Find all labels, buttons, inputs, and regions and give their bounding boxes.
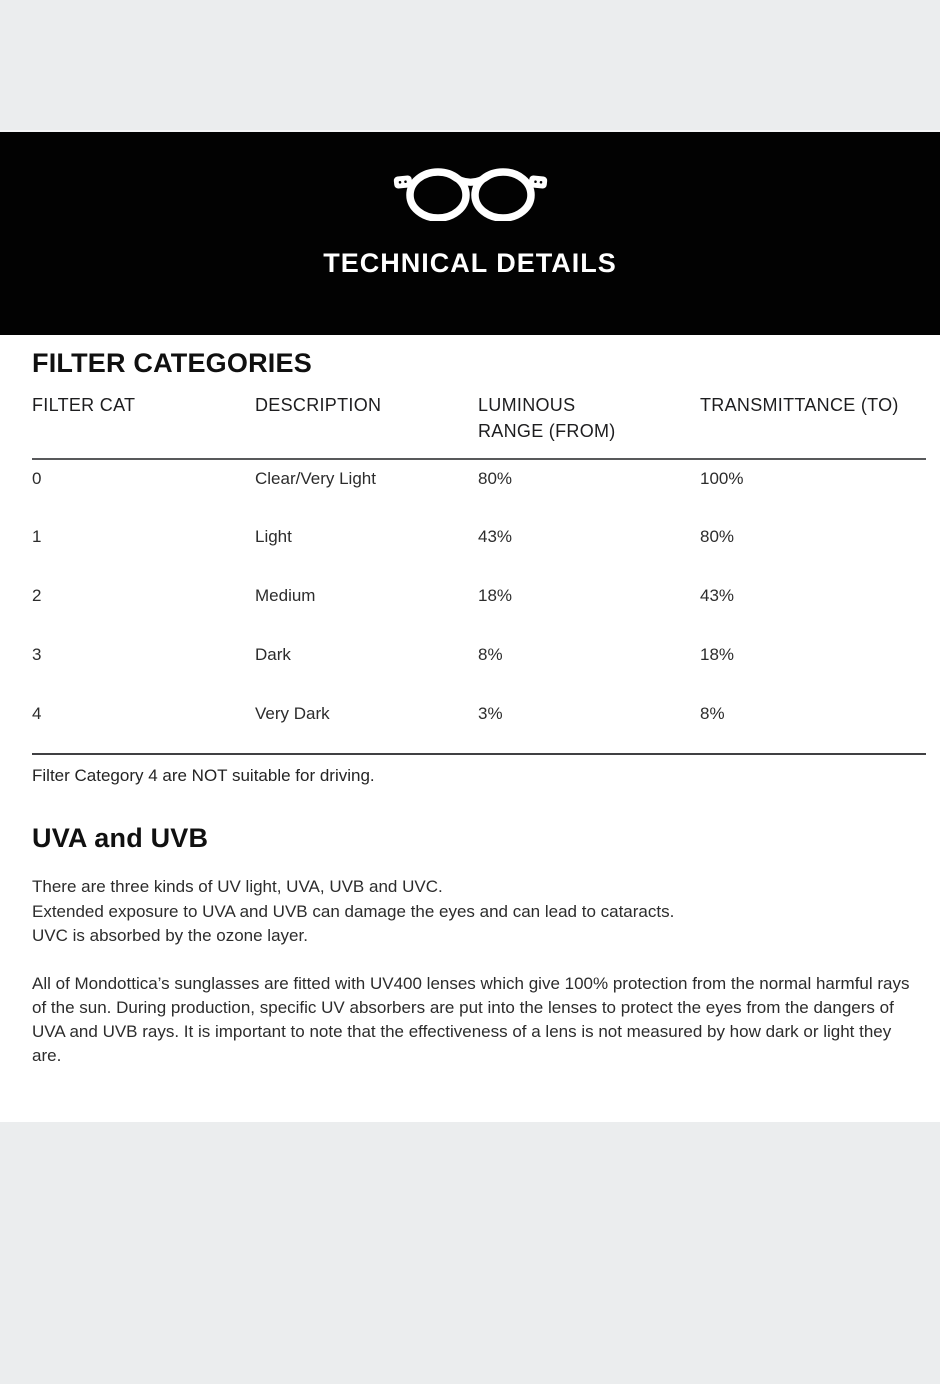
column-header-description (255, 384, 478, 459)
filter-categories-table (32, 384, 926, 755)
uv400-paragraph: All of Mondottica’s sunglasses are fitted with UV400 lenses which give 100% protection from the normal harmful rays of the sun. During production, specific UV absorbers are put into the lenses to protect the eyes from the dangers of UVA and UVB rays. It is important to note that the effectiveness of a lens is not measured by how dark or light they are. (32, 973, 910, 1065)
description-cell: Light (255, 527, 292, 547)
filter-cat-cell: 0 (32, 469, 42, 489)
content-area (0, 335, 940, 1122)
description-cell: Dark (255, 645, 291, 665)
glasses-icon (393, 165, 548, 221)
column-header-luminous-range (478, 384, 700, 459)
table-row (32, 636, 926, 695)
filter-cat-cell: 3 (32, 645, 42, 665)
intro-line: There are three kinds of UV light, UVA, UVB and UVC. (32, 877, 443, 897)
column-header-filter-cat (32, 384, 255, 459)
description-cell: Medium (255, 586, 316, 606)
luminous-from-cell: 8% (478, 645, 503, 665)
filter-cat-cell: 2 (32, 586, 42, 606)
luminous-from-cell: 3% (478, 704, 503, 724)
luminous-from-cell: 80% (478, 469, 513, 489)
table-row (32, 695, 926, 754)
page (0, 130, 940, 1122)
transmittance-to-cell: 43% (700, 586, 735, 606)
table-row (32, 459, 926, 518)
driving-note: Filter Category 4 are NOT suitable for driving. (32, 766, 375, 786)
column-header-label: DESCRIPTION (255, 395, 382, 416)
luminous-from-cell: 18% (478, 586, 513, 606)
column-header-transmittance (700, 384, 926, 459)
intro-line: UVC is absorbed by the ozone layer. (32, 926, 308, 946)
uv-intro-paragraph (32, 875, 926, 949)
transmittance-to-cell: 100% (700, 469, 744, 489)
filter-categories-heading: FILTER CATEGORIES (32, 348, 312, 378)
column-header-label: FILTER CAT (32, 395, 136, 416)
transmittance-to-cell: 18% (700, 645, 735, 665)
filter-cat-cell: 4 (32, 704, 42, 724)
description-cell: Very Dark (255, 704, 330, 724)
column-header-label: TRANSMITTANCE (TO) (700, 395, 899, 416)
luminous-from-cell: 43% (478, 527, 513, 547)
uva-uvb-heading: UVA and UVB (32, 823, 209, 854)
column-header-label: LUMINOUS RANGE (FROM) (478, 395, 616, 442)
technical-details-banner (0, 130, 940, 335)
filter-cat-cell: 1 (32, 527, 42, 547)
transmittance-to-cell: 8% (700, 704, 725, 724)
banner-title: TECHNICAL DETAILS (323, 248, 617, 278)
table-row (32, 518, 926, 577)
table-row (32, 577, 926, 636)
intro-line: Extended exposure to UVA and UVB can damage the eyes and can lead to cataracts. (32, 901, 675, 921)
table-header-row (32, 384, 926, 459)
transmittance-to-cell: 80% (700, 527, 735, 547)
description-cell: Clear/Very Light (255, 469, 376, 489)
